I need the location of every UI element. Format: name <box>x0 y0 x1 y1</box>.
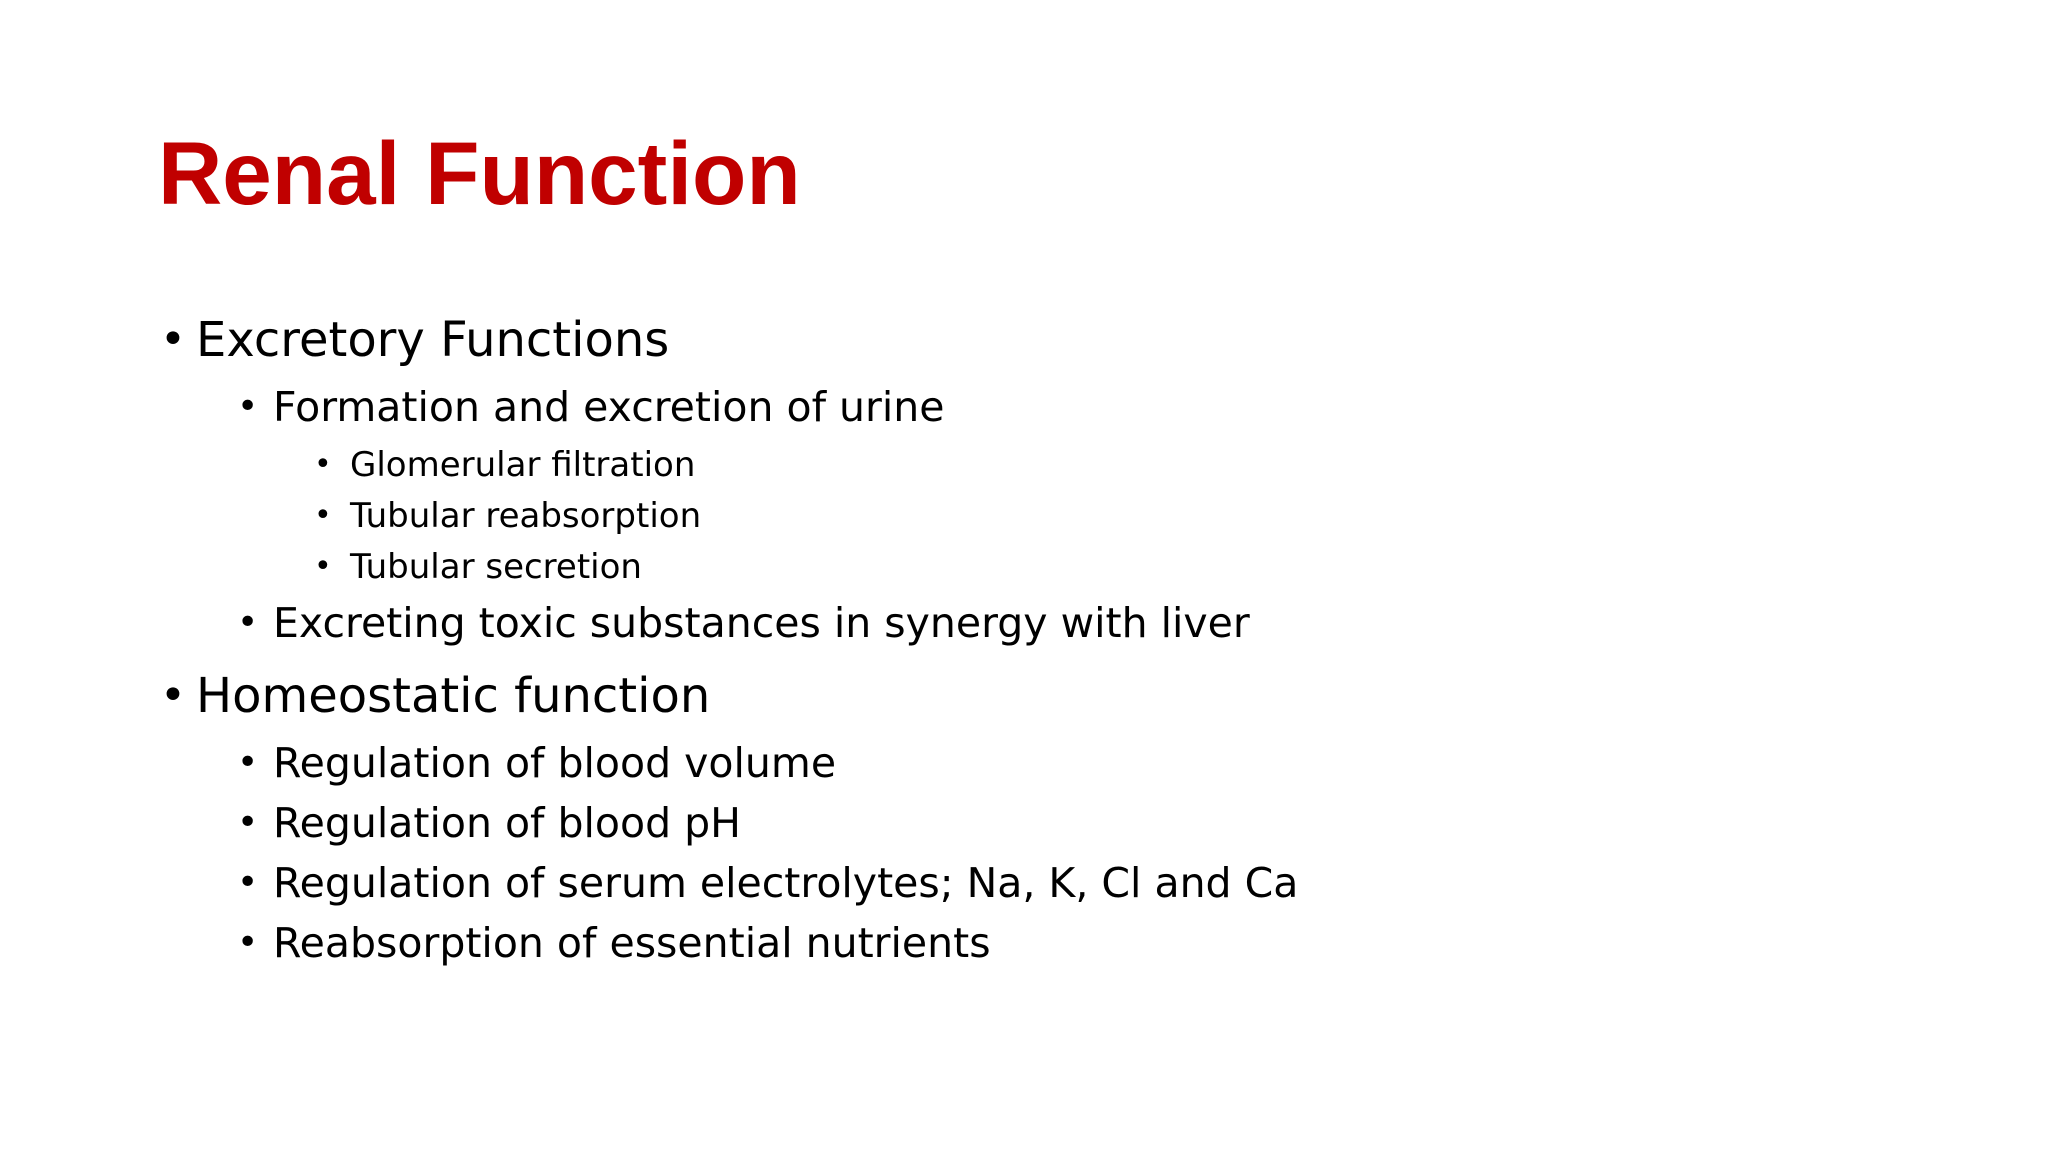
bullet-text: Regulation of serum electrolytes; Na, K, Cl and Ca <box>273 859 1299 907</box>
bullet-text: Regulation of blood pH <box>273 799 742 847</box>
bullet-marker: • <box>237 802 259 843</box>
bullet-text: Glomerular filtration <box>350 445 696 485</box>
bullet-text: Tubular secretion <box>350 547 642 587</box>
bullet-marker: • <box>314 549 332 584</box>
bullet-marker: • <box>237 862 259 903</box>
bullet-marker: • <box>237 386 259 427</box>
bullet-text: Regulation of blood volume <box>273 739 837 787</box>
bullet-marker: • <box>160 314 186 365</box>
bullet-text: Excreting toxic substances in synergy with liver <box>273 599 1250 647</box>
bullet-text: Reabsorption of essential nutrients <box>273 919 991 967</box>
bullet-marker: • <box>160 670 186 721</box>
bullet-marker: • <box>314 447 332 482</box>
bullet-marker: • <box>314 498 332 533</box>
bullet-text: Homeostatic function <box>196 668 711 724</box>
bullet-marker: • <box>237 922 259 963</box>
slide-title: Renal Function <box>158 123 801 223</box>
bullet-marker: • <box>237 602 259 643</box>
bullet-text: Formation and excretion of urine <box>273 383 945 431</box>
bullet-text: Tubular reabsorption <box>350 496 702 536</box>
bullet-marker: • <box>237 742 259 783</box>
bullet-text: Excretory Functions <box>196 312 670 368</box>
